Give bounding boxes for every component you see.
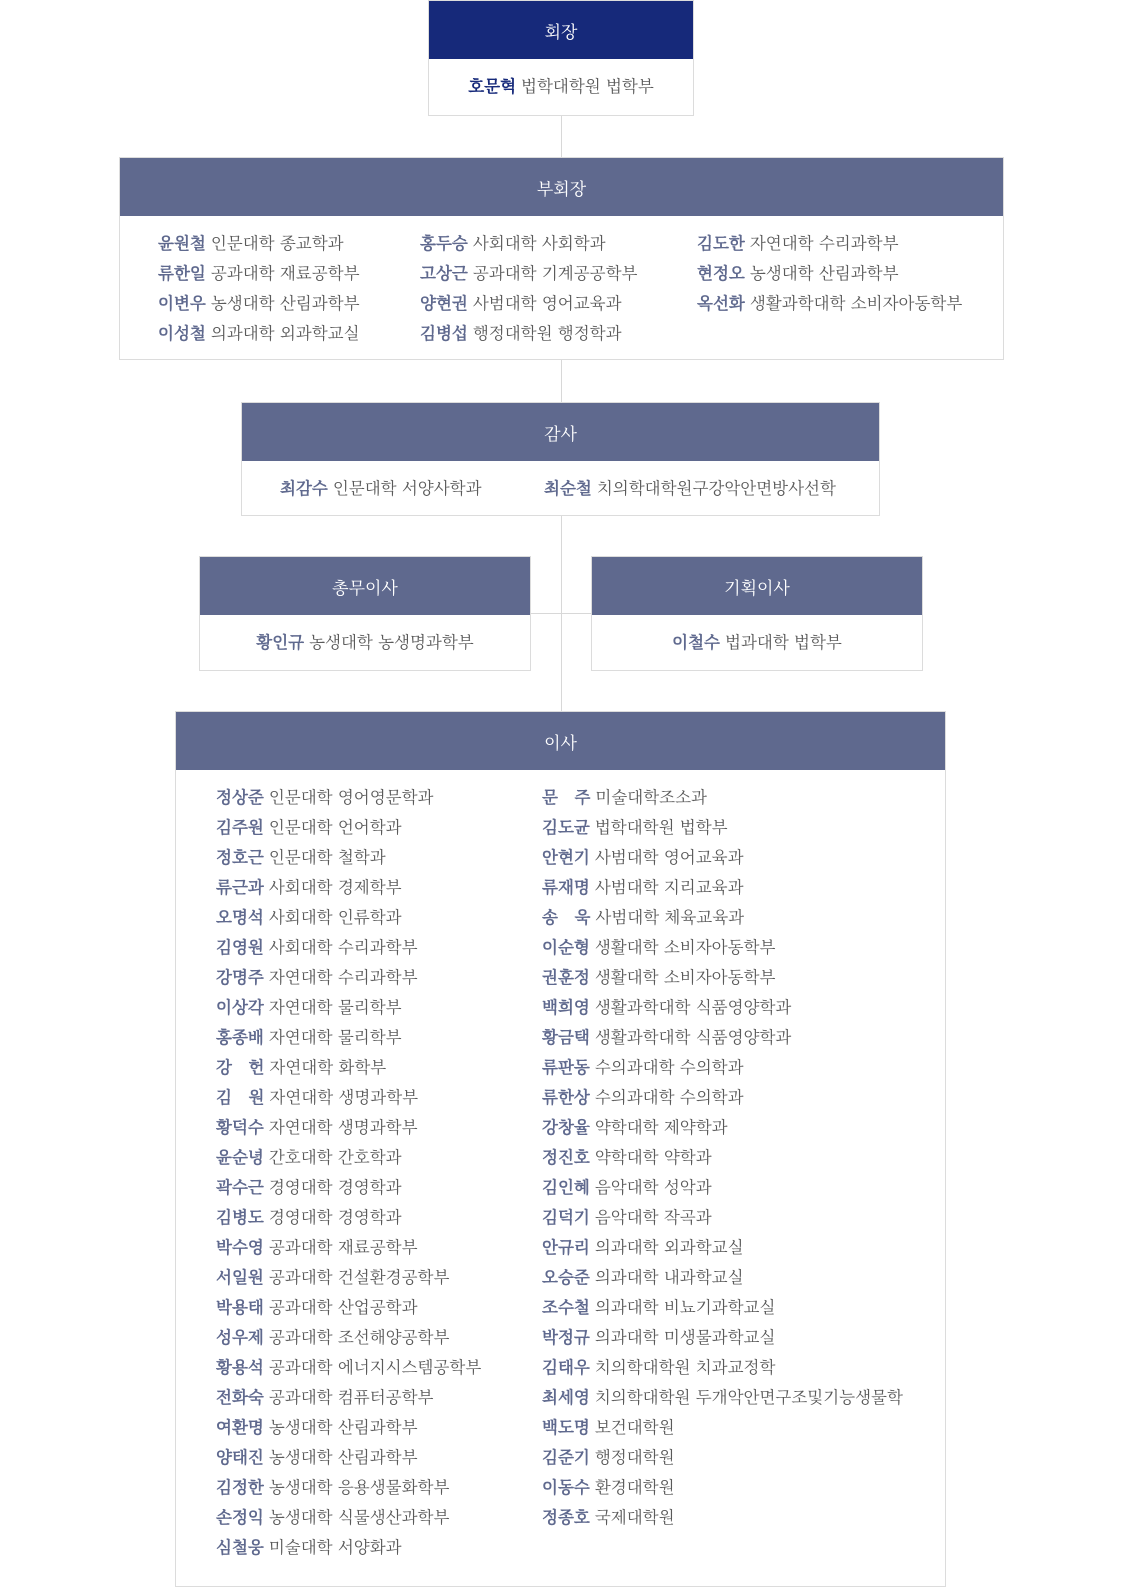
member-entry — [542, 1053, 903, 1083]
connector-line — [530, 613, 592, 614]
member-name: 손정익 — [216, 1508, 264, 1527]
vice-president-box — [119, 157, 1004, 360]
member-entry — [542, 1023, 903, 1053]
member-entry — [216, 963, 481, 993]
member-entry — [420, 289, 637, 319]
member-dept: 공과대학 기계공공학부 — [472, 264, 638, 283]
vice-president-column — [697, 229, 962, 319]
member-entry — [420, 319, 637, 349]
member-entry — [542, 1263, 903, 1293]
member-entry — [542, 1383, 903, 1413]
member-name: 홍종배 — [216, 1028, 264, 1047]
member-dept: 인문대학 언어학과 — [268, 818, 402, 837]
member-dept: 자연대학 수리과학부 — [268, 968, 418, 987]
member-dept: 보건대학원 — [594, 1418, 675, 1437]
member-name: 박정규 — [542, 1328, 590, 1347]
member-dept: 의과대학 내과학교실 — [594, 1268, 744, 1287]
member-entry — [542, 1443, 903, 1473]
member-entry — [542, 1293, 903, 1323]
member-entry — [697, 289, 962, 319]
member-entry — [216, 1203, 481, 1233]
member-dept: 농생대학 응용생물화학부 — [268, 1478, 450, 1497]
member-dept: 공과대학 재료공학부 — [268, 1238, 418, 1257]
member-entry — [158, 319, 360, 349]
member-name: 황용석 — [216, 1358, 264, 1377]
member-entry — [542, 933, 903, 963]
member-entry — [216, 1233, 481, 1263]
member-dept: 농생대학 식물생산과학부 — [268, 1508, 450, 1527]
member-dept: 의과대학 외과학교실 — [594, 1238, 744, 1257]
member-name: 문 주 — [542, 788, 591, 807]
member-name: 홍두승 — [420, 234, 468, 253]
member-entry — [542, 843, 903, 873]
member-name: 정진호 — [542, 1148, 590, 1167]
member-entry — [216, 1293, 481, 1323]
member-dept: 인문대학 영어영문학과 — [268, 788, 434, 807]
member-name: 김영원 — [216, 938, 264, 957]
member-entry — [542, 1203, 903, 1233]
member-dept: 법과대학 법학부 — [725, 633, 842, 652]
member-name: 정상준 — [216, 788, 264, 807]
member-entry — [216, 1443, 481, 1473]
member-name: 박수영 — [216, 1238, 264, 1257]
member-dept: 약학대학 제약학과 — [594, 1118, 728, 1137]
member-entry — [216, 1113, 481, 1143]
member-dept: 인문대학 종교학과 — [210, 234, 344, 253]
member-dept: 생활과학대학 식품영양학과 — [594, 998, 792, 1017]
member-dept: 농생대학 농생명과학부 — [309, 633, 474, 652]
member-entry — [216, 1503, 481, 1533]
member-entry — [542, 1473, 903, 1503]
member-dept: 농생대학 산림과학부 — [749, 264, 899, 283]
member-entry — [216, 1053, 481, 1083]
member-dept: 생활과학대학 식품영양학과 — [594, 1028, 792, 1047]
member-name: 황덕수 — [216, 1118, 264, 1137]
member-entry — [216, 843, 481, 873]
member-entry — [158, 229, 360, 259]
member-name: 백희영 — [542, 998, 590, 1017]
member-dept: 치의학대학원구강악안면방사선학 — [596, 479, 836, 498]
president-title: 회장 — [429, 1, 693, 59]
member-dept: 사범대학 체육교육과 — [595, 908, 745, 927]
member-dept: 생활대학 소비자아동학부 — [594, 968, 776, 987]
member-name: 최순철 — [544, 479, 592, 498]
member-dept: 자연대학 생명과학부 — [268, 1118, 418, 1137]
member-dept: 치의학대학원 두개악안면구조및기능생물학 — [594, 1388, 903, 1407]
member-dept: 국제대학원 — [594, 1508, 675, 1527]
member-name: 김주원 — [216, 818, 264, 837]
member-entry — [542, 903, 903, 933]
member-entry — [542, 963, 903, 993]
auditor-box — [241, 402, 880, 516]
vice-president-column — [158, 229, 360, 349]
member-name: 호문혁 — [468, 77, 517, 96]
member-dept: 의과대학 미생물과학교실 — [594, 1328, 776, 1347]
member-dept: 약학대학 약학과 — [594, 1148, 712, 1167]
member-name: 오승준 — [542, 1268, 590, 1287]
member-entry — [542, 1353, 903, 1383]
member-dept: 농생대학 산림과학부 — [268, 1448, 418, 1467]
member-entry — [697, 229, 962, 259]
member-dept: 사회대학 사회학과 — [472, 234, 606, 253]
member-entry — [216, 1533, 481, 1563]
planning-member — [592, 615, 922, 671]
member-dept: 공과대학 산업공학과 — [268, 1298, 418, 1317]
member-dept: 사회대학 경제학부 — [268, 878, 402, 897]
member-name: 권훈정 — [542, 968, 590, 987]
member-dept: 의과대학 외과학교실 — [210, 324, 360, 343]
member-name: 정종호 — [542, 1508, 590, 1527]
member-name: 김병섭 — [420, 324, 468, 343]
member-dept: 간호대학 간호학과 — [268, 1148, 402, 1167]
member-name: 김도균 — [542, 818, 590, 837]
member-entry — [542, 783, 903, 813]
member-name: 김도한 — [697, 234, 745, 253]
member-entry — [216, 1353, 481, 1383]
member-dept: 공과대학 에너지시스템공학부 — [268, 1358, 482, 1377]
member-dept: 의과대학 비뇨기과학교실 — [594, 1298, 776, 1317]
member-dept: 자연대학 물리학부 — [268, 1028, 402, 1047]
member-name: 곽수근 — [216, 1178, 264, 1197]
member-entry — [216, 873, 481, 903]
member-entry — [216, 1473, 481, 1503]
member-name: 강 헌 — [216, 1058, 265, 1077]
member-name: 강창율 — [542, 1118, 590, 1137]
member-entry — [216, 1383, 481, 1413]
member-entry — [542, 1083, 903, 1113]
member-dept: 사범대학 영어교육과 — [594, 848, 744, 867]
member-entry — [216, 993, 481, 1023]
member-entry — [216, 903, 481, 933]
member-name: 정호근 — [216, 848, 264, 867]
general-affairs-box — [199, 556, 531, 671]
member-dept: 미술대학 서양화과 — [268, 1538, 402, 1557]
auditor-title: 감사 — [242, 403, 879, 461]
member-dept: 자연대학 수리과학부 — [749, 234, 899, 253]
member-name: 여환명 — [216, 1418, 264, 1437]
member-dept: 생활과학대학 소비자아동학부 — [749, 294, 963, 313]
member-name: 이변우 — [158, 294, 206, 313]
member-dept: 행정대학원 행정학과 — [472, 324, 622, 343]
connector-line — [561, 116, 562, 158]
member-name: 최세영 — [542, 1388, 590, 1407]
member-name: 심철웅 — [216, 1538, 264, 1557]
member-entry — [420, 259, 637, 289]
directors-column — [542, 783, 903, 1533]
member-name: 황인규 — [256, 633, 305, 652]
member-dept: 자연대학 생명과학부 — [269, 1088, 419, 1107]
member-name: 윤원철 — [158, 234, 206, 253]
member-name: 김정한 — [216, 1478, 264, 1497]
member-entry — [216, 813, 481, 843]
member-name: 양태진 — [216, 1448, 264, 1467]
member-name: 안규리 — [542, 1238, 590, 1257]
general-affairs-member — [200, 615, 530, 671]
member-entry — [216, 1083, 481, 1113]
member-dept: 미술대학조소과 — [595, 788, 707, 807]
member-entry — [216, 1023, 481, 1053]
member-name: 김태우 — [542, 1358, 590, 1377]
member-entry — [542, 813, 903, 843]
directors-column — [216, 783, 481, 1563]
vice-president-column — [420, 229, 637, 349]
member-entry — [216, 1323, 481, 1353]
member-dept: 공과대학 조선해양공학부 — [268, 1328, 450, 1347]
member-dept: 생활대학 소비자아동학부 — [594, 938, 776, 957]
planning-box — [591, 556, 923, 671]
member-dept: 치의학대학원 치과교정학 — [594, 1358, 776, 1377]
member-entry — [420, 229, 637, 259]
member-dept: 공과대학 재료공학부 — [210, 264, 360, 283]
member-entry — [158, 259, 360, 289]
member-name: 류한상 — [542, 1088, 590, 1107]
member-entry — [542, 1143, 903, 1173]
member-name: 윤순녕 — [216, 1148, 264, 1167]
member-entry — [216, 1143, 481, 1173]
member-dept: 경영대학 경영학과 — [268, 1178, 402, 1197]
member-dept: 음악대학 성악과 — [594, 1178, 712, 1197]
member-dept: 경영대학 경영학과 — [268, 1208, 402, 1227]
member-entry — [158, 289, 360, 319]
member-entry — [542, 1113, 903, 1143]
member-dept: 사범대학 영어교육과 — [472, 294, 622, 313]
member-dept: 환경대학원 — [594, 1478, 675, 1497]
general-affairs-title: 총무이사 — [200, 557, 530, 615]
planning-title: 기획이사 — [592, 557, 922, 615]
member-name: 김병도 — [216, 1208, 264, 1227]
member-name: 서일원 — [216, 1268, 264, 1287]
connector-line — [561, 360, 562, 403]
member-name: 류근과 — [216, 878, 264, 897]
member-entry — [542, 1233, 903, 1263]
member-name: 최감수 — [280, 479, 328, 498]
member-name: 이철수 — [672, 633, 720, 652]
member-name: 송 욱 — [542, 908, 591, 927]
member-name: 양현권 — [420, 294, 468, 313]
member-dept: 농생대학 산림과학부 — [268, 1418, 418, 1437]
auditor-member — [544, 474, 836, 504]
member-dept: 공과대학 건설환경공학부 — [268, 1268, 450, 1287]
member-name: 김 원 — [216, 1088, 265, 1107]
member-name: 안현기 — [542, 848, 590, 867]
directors-box — [175, 711, 946, 1587]
member-dept: 자연대학 화학부 — [269, 1058, 387, 1077]
president-member — [429, 59, 693, 115]
member-name: 백도명 — [542, 1418, 590, 1437]
member-name: 이상각 — [216, 998, 264, 1017]
member-name: 김준기 — [542, 1448, 590, 1467]
auditor-member — [280, 474, 482, 504]
member-entry — [216, 1263, 481, 1293]
member-entry — [697, 259, 962, 289]
member-name: 황금택 — [542, 1028, 590, 1047]
member-name: 이동수 — [542, 1478, 590, 1497]
member-entry — [542, 1173, 903, 1203]
member-dept: 수의과대학 수의학과 — [594, 1088, 744, 1107]
member-name: 조수철 — [542, 1298, 590, 1317]
member-dept: 인문대학 철학과 — [268, 848, 386, 867]
member-entry — [216, 783, 481, 813]
member-dept: 인문대학 서양사학과 — [332, 479, 482, 498]
member-name: 김인혜 — [542, 1178, 590, 1197]
member-name: 강명주 — [216, 968, 264, 987]
member-name: 고상근 — [420, 264, 468, 283]
member-entry — [216, 1173, 481, 1203]
member-name: 오명석 — [216, 908, 264, 927]
vice-president-title: 부회장 — [120, 158, 1003, 216]
member-dept: 자연대학 물리학부 — [268, 998, 402, 1017]
member-entry — [216, 1413, 481, 1443]
member-dept: 음악대학 작곡과 — [594, 1208, 712, 1227]
member-name: 류한일 — [158, 264, 206, 283]
member-name: 박용태 — [216, 1298, 264, 1317]
member-name: 옥선화 — [697, 294, 745, 313]
member-dept: 사회대학 인류학과 — [268, 908, 402, 927]
member-entry — [542, 1323, 903, 1353]
member-entry — [542, 873, 903, 903]
member-name: 김덕기 — [542, 1208, 590, 1227]
member-name: 이순형 — [542, 938, 590, 957]
directors-title: 이사 — [176, 712, 945, 770]
member-entry — [542, 1503, 903, 1533]
member-entry — [542, 993, 903, 1023]
member-dept: 행정대학원 — [594, 1448, 675, 1467]
member-name: 류판동 — [542, 1058, 590, 1077]
member-dept: 농생대학 산림과학부 — [210, 294, 360, 313]
member-dept: 수의과대학 수의학과 — [594, 1058, 744, 1077]
member-name: 성우제 — [216, 1328, 264, 1347]
member-dept: 공과대학 컴퓨터공학부 — [268, 1388, 434, 1407]
member-name: 이성철 — [158, 324, 206, 343]
member-name: 전화숙 — [216, 1388, 264, 1407]
member-dept: 사회대학 수리과학부 — [268, 938, 418, 957]
member-entry — [216, 933, 481, 963]
member-dept: 사범대학 지리교육과 — [594, 878, 744, 897]
member-dept: 법학대학원 법학부 — [521, 77, 654, 96]
president-box — [428, 0, 694, 116]
member-name: 류재명 — [542, 878, 590, 897]
member-name: 현정오 — [697, 264, 745, 283]
member-dept: 법학대학원 법학부 — [594, 818, 728, 837]
member-entry — [542, 1413, 903, 1443]
